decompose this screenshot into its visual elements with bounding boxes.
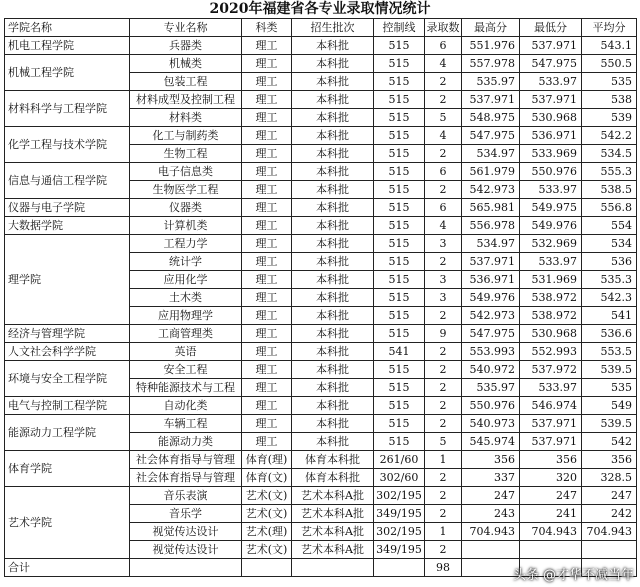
cell-count: 4 — [425, 127, 462, 145]
cell-major: 工商管理类 — [130, 325, 242, 343]
cell-count: 1 — [425, 523, 462, 541]
cell-category: 理工 — [242, 217, 292, 235]
cell-count: 9 — [425, 325, 462, 343]
cell-control: 515 — [374, 433, 425, 451]
cell-category: 理工 — [242, 145, 292, 163]
cell-batch: 本科批 — [292, 127, 374, 145]
header-max: 最高分 — [462, 19, 520, 37]
cell-avg: 538 — [582, 91, 637, 109]
cell-control: 515 — [374, 235, 425, 253]
cell-control: 515 — [374, 163, 425, 181]
cell-control: 302/195 — [374, 523, 425, 541]
cell-batch: 本科批 — [292, 235, 374, 253]
total-blank — [130, 559, 242, 577]
cell-major: 能源动力类 — [130, 433, 242, 451]
cell-college: 机电工程学院 — [5, 37, 130, 55]
cell-batch: 本科批 — [292, 91, 374, 109]
cell-max: 549.976 — [462, 289, 520, 307]
cell-count: 2 — [425, 343, 462, 361]
cell-max: 545.974 — [462, 433, 520, 451]
admission-table — [4, 18, 637, 577]
cell-min: 538.972 — [520, 307, 582, 325]
cell-count: 2 — [425, 145, 462, 163]
cell-college: 人文社会科学学院 — [5, 343, 130, 361]
cell-college: 材料科学与工程学院 — [5, 91, 130, 127]
cell-control: 515 — [374, 217, 425, 235]
cell-min: 356 — [520, 451, 582, 469]
cell-min: 547.975 — [520, 55, 582, 73]
cell-max: 542.973 — [462, 307, 520, 325]
cell-min — [520, 541, 582, 559]
cell-major: 包装工程 — [130, 73, 242, 91]
cell-category: 艺术(理) — [242, 523, 292, 541]
cell-control: 515 — [374, 361, 425, 379]
cell-college: 大数据学院 — [5, 217, 130, 235]
cell-max: 247 — [462, 487, 520, 505]
cell-college: 环境与安全工程学院 — [5, 361, 130, 397]
cell-min: 537.971 — [520, 37, 582, 55]
cell-category: 艺术(文) — [242, 505, 292, 523]
table-row — [5, 343, 637, 361]
cell-category: 理工 — [242, 109, 292, 127]
total-label: 合计 — [5, 559, 130, 577]
cell-avg: 542 — [582, 433, 637, 451]
cell-count: 5 — [425, 433, 462, 451]
cell-max: 537.971 — [462, 253, 520, 271]
cell-count: 2 — [425, 73, 462, 91]
cell-min: 550.976 — [520, 163, 582, 181]
cell-major: 机械类 — [130, 55, 242, 73]
cell-batch: 本科批 — [292, 415, 374, 433]
cell-min: 533.97 — [520, 253, 582, 271]
cell-category: 理工 — [242, 253, 292, 271]
cell-max: 551.976 — [462, 37, 520, 55]
cell-batch: 体育本科批 — [292, 469, 374, 487]
cell-count: 2 — [425, 469, 462, 487]
cell-control: 515 — [374, 145, 425, 163]
cell-max: 553.993 — [462, 343, 520, 361]
cell-major: 音乐表演 — [130, 487, 242, 505]
table-row — [5, 199, 637, 217]
table-row — [5, 325, 637, 343]
cell-avg: 534.5 — [582, 145, 637, 163]
cell-major: 计算机类 — [130, 217, 242, 235]
cell-control: 349/195 — [374, 541, 425, 559]
cell-min: 532.969 — [520, 235, 582, 253]
table-row — [5, 163, 637, 181]
cell-min: 537.971 — [520, 91, 582, 109]
cell-batch: 本科批 — [292, 397, 374, 415]
cell-batch: 本科批 — [292, 271, 374, 289]
cell-avg: 541 — [582, 307, 637, 325]
cell-min: 536.971 — [520, 127, 582, 145]
cell-min: 537.971 — [520, 415, 582, 433]
cell-major: 视觉传达设计 — [130, 523, 242, 541]
cell-major: 材料类 — [130, 109, 242, 127]
cell-max: 243 — [462, 505, 520, 523]
cell-max: 556.978 — [462, 217, 520, 235]
cell-major: 应用物理学 — [130, 307, 242, 325]
cell-batch: 艺术本科A批 — [292, 541, 374, 559]
cell-major: 应用化学 — [130, 271, 242, 289]
cell-major: 社会体育指导与管理 — [130, 451, 242, 469]
table-row — [5, 91, 637, 109]
cell-max: 550.976 — [462, 397, 520, 415]
cell-batch: 本科批 — [292, 55, 374, 73]
cell-count: 5 — [425, 109, 462, 127]
cell-min: 530.968 — [520, 325, 582, 343]
cell-min: 241 — [520, 505, 582, 523]
cell-count: 6 — [425, 37, 462, 55]
cell-avg: 534 — [582, 235, 637, 253]
cell-batch: 本科批 — [292, 253, 374, 271]
cell-category: 艺术(文) — [242, 487, 292, 505]
cell-avg — [582, 541, 637, 559]
cell-avg: 538.5 — [582, 181, 637, 199]
cell-batch: 体育本科批 — [292, 451, 374, 469]
cell-control: 515 — [374, 307, 425, 325]
cell-max: 565.981 — [462, 199, 520, 217]
cell-avg: 556.8 — [582, 199, 637, 217]
cell-major: 视觉传达设计 — [130, 541, 242, 559]
cell-max: 535.97 — [462, 379, 520, 397]
cell-avg: 535 — [582, 379, 637, 397]
cell-count: 2 — [425, 379, 462, 397]
cell-avg: 535.3 — [582, 271, 637, 289]
cell-min: 538.972 — [520, 289, 582, 307]
cell-category: 理工 — [242, 235, 292, 253]
cell-major: 统计学 — [130, 253, 242, 271]
header-avg: 平均分 — [582, 19, 637, 37]
cell-avg: 542.2 — [582, 127, 637, 145]
total-blank — [292, 559, 374, 577]
cell-category: 理工 — [242, 181, 292, 199]
cell-avg: 542.3 — [582, 289, 637, 307]
cell-max: 547.975 — [462, 127, 520, 145]
cell-count: 2 — [425, 253, 462, 271]
cell-min: 552.993 — [520, 343, 582, 361]
cell-category: 艺术(文) — [242, 541, 292, 559]
cell-college: 化学工程与技术学院 — [5, 127, 130, 163]
cell-count: 2 — [425, 487, 462, 505]
cell-batch: 艺术本科A批 — [292, 505, 374, 523]
cell-control: 515 — [374, 199, 425, 217]
cell-batch: 本科批 — [292, 181, 374, 199]
cell-category: 理工 — [242, 379, 292, 397]
cell-count: 2 — [425, 505, 462, 523]
cell-avg: 554 — [582, 217, 637, 235]
cell-major: 工程力学 — [130, 235, 242, 253]
cell-count: 2 — [425, 541, 462, 559]
cell-college: 经济与管理学院 — [5, 325, 130, 343]
cell-college: 信息与通信工程学院 — [5, 163, 130, 199]
cell-major: 英语 — [130, 343, 242, 361]
cell-max — [462, 541, 520, 559]
cell-count: 4 — [425, 55, 462, 73]
cell-category: 理工 — [242, 271, 292, 289]
cell-avg: 535 — [582, 73, 637, 91]
cell-count: 3 — [425, 289, 462, 307]
total-blank — [462, 559, 520, 577]
cell-major: 土木类 — [130, 289, 242, 307]
cell-avg: 704.943 — [582, 523, 637, 541]
header-major: 专业名称 — [130, 19, 242, 37]
cell-batch: 艺术本科A批 — [292, 523, 374, 541]
table-row — [5, 415, 637, 433]
cell-max: 337 — [462, 469, 520, 487]
header-min: 最低分 — [520, 19, 582, 37]
cell-max: 557.978 — [462, 55, 520, 73]
cell-avg: 242 — [582, 505, 637, 523]
cell-major: 材料成型及控制工程 — [130, 91, 242, 109]
cell-category: 理工 — [242, 397, 292, 415]
cell-count: 1 — [425, 451, 462, 469]
cell-control: 541 — [374, 343, 425, 361]
cell-control: 515 — [374, 73, 425, 91]
cell-control: 515 — [374, 109, 425, 127]
cell-batch: 本科批 — [292, 73, 374, 91]
cell-max: 561.979 — [462, 163, 520, 181]
total-blank — [374, 559, 425, 577]
cell-control: 515 — [374, 253, 425, 271]
cell-category: 理工 — [242, 199, 292, 217]
header-row — [5, 19, 637, 37]
table-row — [5, 397, 637, 415]
cell-control: 515 — [374, 37, 425, 55]
header-college: 学院名称 — [5, 19, 130, 37]
cell-count: 6 — [425, 199, 462, 217]
cell-category: 理工 — [242, 361, 292, 379]
cell-max: 536.971 — [462, 271, 520, 289]
cell-control: 515 — [374, 379, 425, 397]
cell-control: 515 — [374, 325, 425, 343]
cell-count: 2 — [425, 415, 462, 433]
cell-avg: 356 — [582, 451, 637, 469]
table-body — [5, 37, 637, 559]
table-row — [5, 127, 637, 145]
cell-max: 537.971 — [462, 91, 520, 109]
cell-min: 537.972 — [520, 361, 582, 379]
cell-batch: 本科批 — [292, 109, 374, 127]
cell-count: 2 — [425, 397, 462, 415]
header-count: 录取数 — [425, 19, 462, 37]
cell-max: 704.943 — [462, 523, 520, 541]
cell-min: 704.943 — [520, 523, 582, 541]
cell-control: 349/195 — [374, 505, 425, 523]
watermark: 头条 @才华不减当年 — [512, 568, 634, 583]
table-row — [5, 361, 637, 379]
cell-avg: 539.5 — [582, 415, 637, 433]
cell-category: 理工 — [242, 325, 292, 343]
cell-college: 艺术学院 — [5, 487, 130, 559]
cell-control: 515 — [374, 289, 425, 307]
cell-avg: 536.6 — [582, 325, 637, 343]
cell-count: 3 — [425, 235, 462, 253]
cell-count: 3 — [425, 271, 462, 289]
cell-max: 540.972 — [462, 361, 520, 379]
cell-major: 音乐学 — [130, 505, 242, 523]
cell-min: 533.97 — [520, 379, 582, 397]
cell-category: 理工 — [242, 343, 292, 361]
cell-min: 320 — [520, 469, 582, 487]
cell-count: 2 — [425, 181, 462, 199]
cell-min: 533.969 — [520, 145, 582, 163]
cell-control: 261/60 — [374, 451, 425, 469]
cell-avg: 553.5 — [582, 343, 637, 361]
table-row — [5, 235, 637, 253]
cell-avg: 550.5 — [582, 55, 637, 73]
cell-major: 安全工程 — [130, 361, 242, 379]
cell-avg: 543.1 — [582, 37, 637, 55]
cell-major: 车辆工程 — [130, 415, 242, 433]
cell-major: 自动化类 — [130, 397, 242, 415]
cell-count: 2 — [425, 307, 462, 325]
cell-max: 535.97 — [462, 73, 520, 91]
cell-min: 537.971 — [520, 433, 582, 451]
cell-category: 理工 — [242, 73, 292, 91]
cell-college: 仪器与电子学院 — [5, 199, 130, 217]
cell-avg: 549 — [582, 397, 637, 415]
cell-min: 549.976 — [520, 217, 582, 235]
cell-max: 548.975 — [462, 109, 520, 127]
cell-category: 理工 — [242, 289, 292, 307]
cell-batch: 本科批 — [292, 433, 374, 451]
cell-min: 533.97 — [520, 73, 582, 91]
cell-min: 549.975 — [520, 199, 582, 217]
cell-avg: 328.5 — [582, 469, 637, 487]
total-count: 98 — [425, 559, 462, 577]
cell-control: 302/195 — [374, 487, 425, 505]
table-row — [5, 37, 637, 55]
cell-avg: 536 — [582, 253, 637, 271]
header-category: 科类 — [242, 19, 292, 37]
cell-college: 机械工程学院 — [5, 55, 130, 91]
cell-min: 247 — [520, 487, 582, 505]
cell-category: 理工 — [242, 91, 292, 109]
cell-control: 515 — [374, 91, 425, 109]
table-title: 2020年福建省各专业录取情况统计 — [209, 1, 431, 17]
cell-major: 生物工程 — [130, 145, 242, 163]
cell-control: 515 — [374, 271, 425, 289]
cell-control: 515 — [374, 55, 425, 73]
cell-major: 电子信息类 — [130, 163, 242, 181]
cell-max: 534.97 — [462, 235, 520, 253]
cell-control: 515 — [374, 397, 425, 415]
cell-count: 4 — [425, 217, 462, 235]
cell-avg: 247 — [582, 487, 637, 505]
cell-batch: 本科批 — [292, 307, 374, 325]
cell-batch: 本科批 — [292, 163, 374, 181]
cell-batch: 本科批 — [292, 289, 374, 307]
cell-batch: 本科批 — [292, 217, 374, 235]
cell-college: 电气与控制工程学院 — [5, 397, 130, 415]
cell-control: 515 — [374, 127, 425, 145]
cell-category: 理工 — [242, 415, 292, 433]
cell-category: 理工 — [242, 433, 292, 451]
cell-category: 理工 — [242, 127, 292, 145]
cell-max: 356 — [462, 451, 520, 469]
cell-min: 546.974 — [520, 397, 582, 415]
cell-college: 理学院 — [5, 235, 130, 325]
cell-batch: 本科批 — [292, 343, 374, 361]
cell-category: 体育(理) — [242, 451, 292, 469]
cell-count: 2 — [425, 361, 462, 379]
cell-major: 社会体育指导与管理 — [130, 469, 242, 487]
cell-min: 533.97 — [520, 181, 582, 199]
cell-control: 515 — [374, 415, 425, 433]
cell-batch: 艺术本科A批 — [292, 487, 374, 505]
cell-batch: 本科批 — [292, 379, 374, 397]
cell-batch: 本科批 — [292, 145, 374, 163]
cell-batch: 本科批 — [292, 325, 374, 343]
table-row — [5, 55, 637, 73]
cell-batch: 本科批 — [292, 37, 374, 55]
table-row — [5, 217, 637, 235]
cell-major: 生物医学工程 — [130, 181, 242, 199]
cell-category: 理工 — [242, 163, 292, 181]
cell-control: 302/60 — [374, 469, 425, 487]
cell-min: 531.969 — [520, 271, 582, 289]
cell-avg: 539 — [582, 109, 637, 127]
header-control: 控制线 — [374, 19, 425, 37]
cell-college: 体育学院 — [5, 451, 130, 487]
cell-college: 能源动力工程学院 — [5, 415, 130, 451]
table-row — [5, 487, 637, 505]
cell-category: 理工 — [242, 55, 292, 73]
cell-category: 体育(文) — [242, 469, 292, 487]
table-row — [5, 451, 637, 469]
cell-max: 534.97 — [462, 145, 520, 163]
cell-avg: 539.5 — [582, 361, 637, 379]
cell-min: 530.968 — [520, 109, 582, 127]
cell-major: 化工与制药类 — [130, 127, 242, 145]
total-blank — [242, 559, 292, 577]
cell-major: 兵器类 — [130, 37, 242, 55]
cell-max: 542.973 — [462, 181, 520, 199]
cell-count: 2 — [425, 91, 462, 109]
cell-category: 理工 — [242, 37, 292, 55]
cell-batch: 本科批 — [292, 199, 374, 217]
cell-batch: 本科批 — [292, 361, 374, 379]
header-batch: 招生批次 — [292, 19, 374, 37]
cell-max: 540.973 — [462, 415, 520, 433]
cell-avg: 555.3 — [582, 163, 637, 181]
cell-max: 547.975 — [462, 325, 520, 343]
cell-major: 特种能源技术与工程 — [130, 379, 242, 397]
cell-count: 6 — [425, 163, 462, 181]
cell-major: 仪器类 — [130, 199, 242, 217]
cell-control: 515 — [374, 181, 425, 199]
cell-category: 理工 — [242, 307, 292, 325]
